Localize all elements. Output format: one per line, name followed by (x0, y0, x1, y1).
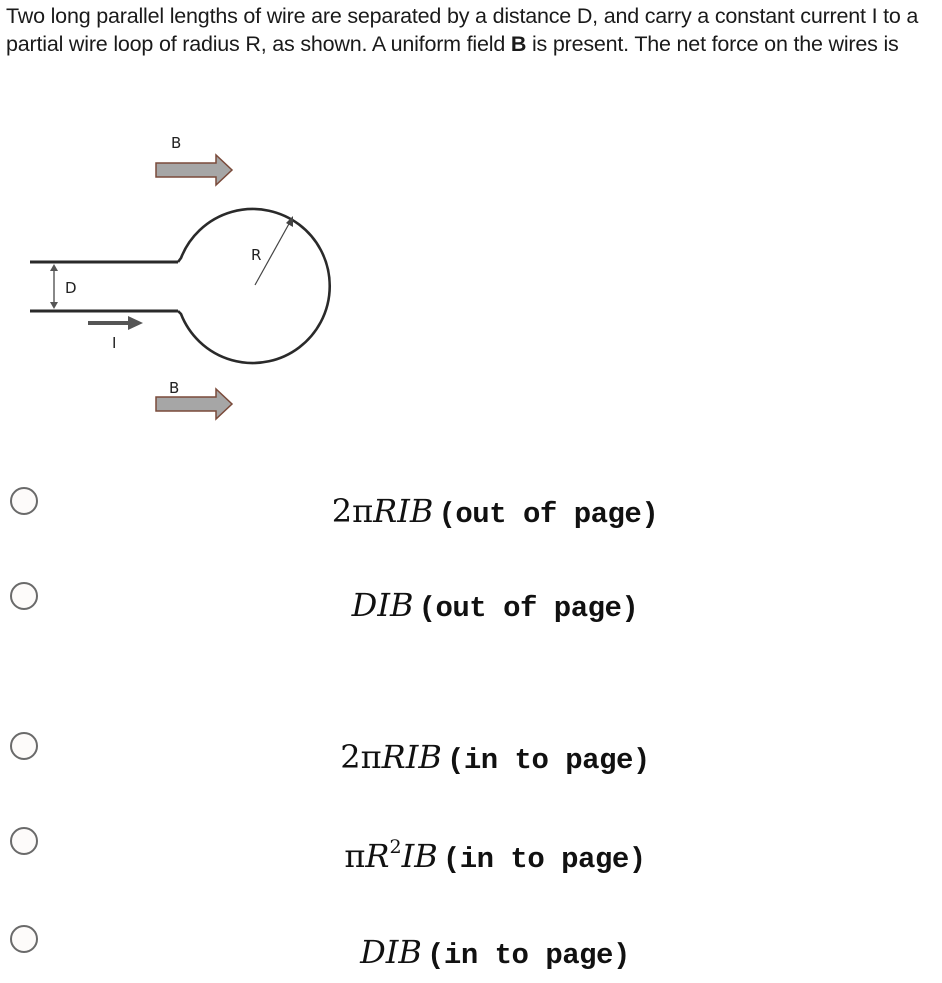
answer-option-2-label[interactable] (0, 586, 942, 625)
option-3-expression: RIB (381, 738, 442, 776)
answer-option-4-label[interactable] (0, 837, 942, 876)
field-symbol-bold: B (510, 32, 527, 56)
answer-option-5[interactable] (0, 923, 942, 983)
answer-option-3[interactable] (0, 728, 942, 788)
option-1-expression: RIB (373, 492, 434, 530)
option-4-expression: R (365, 837, 390, 875)
option-2-direction: (out of page) (418, 592, 639, 625)
answer-option-1[interactable] (0, 482, 942, 542)
field-arrow-bottom (156, 389, 232, 419)
option-4-direction: (in to page) (442, 843, 646, 876)
option-4-expression-suffix: IB (401, 837, 438, 875)
option-4-exponent: 2 (389, 836, 402, 858)
answer-option-2[interactable] (0, 578, 942, 638)
option-1-coefficient: 2π (331, 492, 374, 530)
option-2-expression: DIB (351, 586, 414, 624)
separation-label: D (65, 279, 77, 297)
field-arrow-top (156, 155, 232, 185)
option-1-direction: (out of page) (438, 498, 659, 531)
option-5-direction: (in to page) (427, 939, 630, 972)
separation-dimension-arrow (50, 264, 58, 309)
answer-option-4[interactable] (0, 823, 942, 883)
current-arrow (88, 316, 143, 330)
question-text (6, 2, 942, 58)
field-label-top: B (171, 134, 182, 152)
option-4-coefficient: π (344, 837, 366, 875)
radius-label: R (251, 246, 262, 264)
answer-option-3-label[interactable] (0, 738, 942, 777)
wire-loop-diagram (0, 110, 360, 430)
field-label-bottom: B (169, 379, 180, 397)
current-label: I (112, 334, 117, 352)
option-5-expression: DIB (360, 933, 422, 971)
question-text-part2: is present. The net force on the wires is (526, 32, 899, 56)
answer-option-5-label[interactable] (0, 933, 942, 972)
answer-option-1-label[interactable] (0, 492, 942, 531)
option-3-direction: (in to page) (446, 744, 650, 777)
option-3-coefficient: 2π (340, 738, 382, 776)
question-text-part1: Two long parallel lengths of wire are separated by a distance D, and carry a constant current I to a partial wire loop of radius R, as shown. A uniform field (6, 4, 919, 56)
